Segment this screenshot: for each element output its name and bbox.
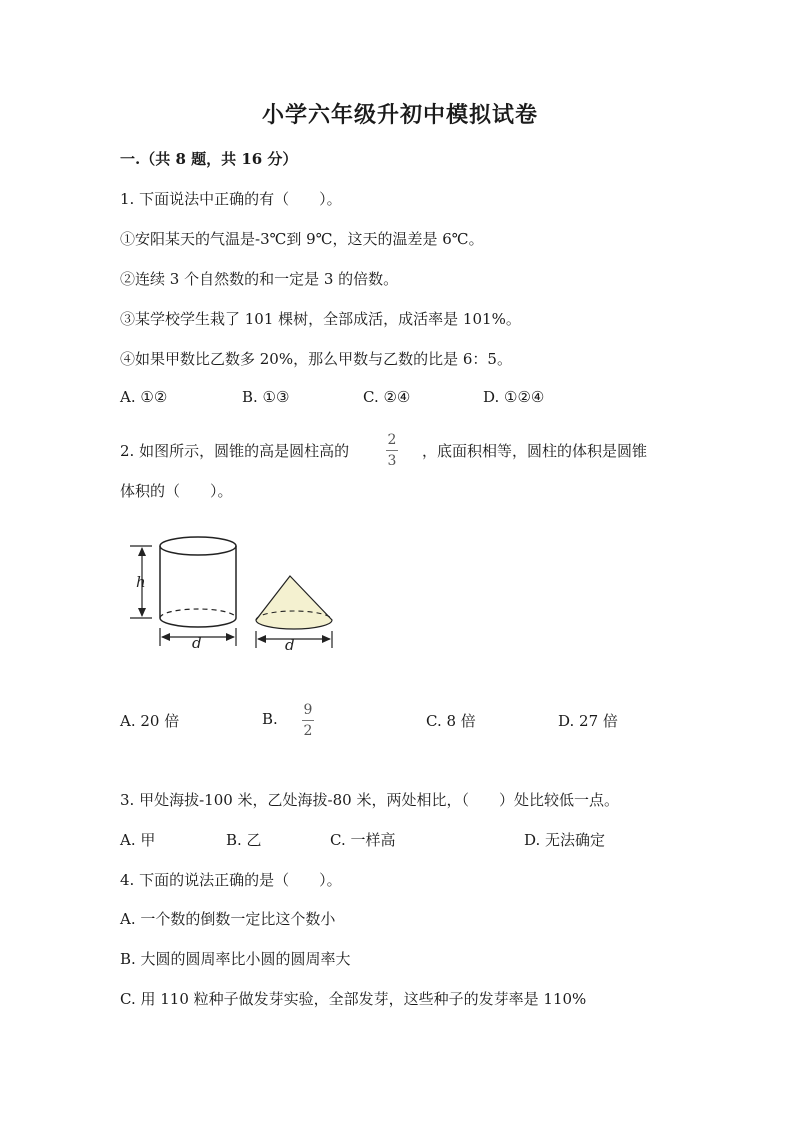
q4-stem: 4. 下面的说法正确的是（ ）。 [120,871,342,889]
q1-option-a[interactable]: A. ①② [120,388,168,406]
height-arrow-down [138,608,146,617]
q1-statement-1: ①安阳某天的气温是-3℃到 9℃，这天的温差是 6℃。 [120,230,484,248]
q2-stem-line2: 体积的（ ）。 [120,482,233,500]
q2-option-b[interactable]: B. [262,710,278,728]
fraction-bar [302,720,314,721]
height-arrow-up [138,547,146,556]
q1-option-d[interactable]: D. ①②④ [483,388,545,406]
q1-statement-3: ③某学校学生栽了 101 棵树，全部成活，成活率是 101%。 [120,310,521,328]
fraction-bar [386,450,398,451]
fraction-denominator: 2 [303,723,313,739]
height-label: h [136,573,146,591]
q1-stem: 1. 下面说法中正确的有（ ）。 [120,190,342,208]
cylinder-bottom-front [160,618,236,627]
q3-option-d[interactable]: D. 无法确定 [524,831,606,849]
q3-stem: 3. 甲处海拔-100 米，乙处海拔-80 米，两处相比，（ ）处比较低一点。 [120,791,619,809]
page-title: 小学六年级升初中模拟试卷 [261,102,538,128]
q1-option-b[interactable]: B. ①③ [242,388,290,406]
cylinder-top [160,537,236,555]
cone-d-arrow-right [322,635,331,643]
q2-option-d[interactable]: D. 27 倍 [558,712,618,730]
q3-option-c[interactable]: C. 一样高 [330,831,396,849]
cyl-diameter-label: d [192,634,202,652]
q3-option-a[interactable]: A. 甲 [120,831,156,849]
q1-option-c[interactable]: C. ②④ [363,388,411,406]
cylinder-bottom-back [160,609,236,618]
cyl-d-arrow-right [226,633,235,641]
fraction-numerator: 2 [387,432,397,448]
q4-option-b[interactable]: B. 大圆的圆周率比小圆的圆周率大 [120,950,351,968]
q3-option-b[interactable]: B. 乙 [226,831,262,849]
cone-d-arrow-left [257,635,266,643]
cylinder-cone-figure [120,528,350,658]
q4-option-c[interactable]: C. 用 110 粒种子做发芽实验，全部发芽，这些种子的发芽率是 110% [120,990,587,1008]
q2-stem-part2: ，底面积相等，圆柱的体积是圆锥 [422,442,648,460]
section-heading: 一.（共 8 题，共 16 分） [120,150,298,168]
q1-statement-2: ②连续 3 个自然数的和一定是 3 的倍数。 [120,270,399,288]
q2-option-c[interactable]: C. 8 倍 [426,712,476,730]
q4-option-a[interactable]: A. 一个数的倒数一定比这个数小 [120,910,336,928]
q2-option-b-fraction [302,702,314,739]
cyl-d-arrow-left [161,633,170,641]
q1-statement-4: ④如果甲数比乙数多 20%，那么甲数与乙数的比是 6：5。 [120,350,512,368]
q2-option-a[interactable]: A. 20 倍 [120,712,180,730]
cone-diameter-label: d [285,636,295,654]
cone-body [256,576,332,629]
fraction-denominator: 3 [387,453,397,469]
q2-stem-fraction [386,432,398,469]
q2-stem-part1: 2. 如图所示，圆锥的高是圆柱高的 [120,442,350,460]
fraction-numerator: 9 [303,702,313,718]
